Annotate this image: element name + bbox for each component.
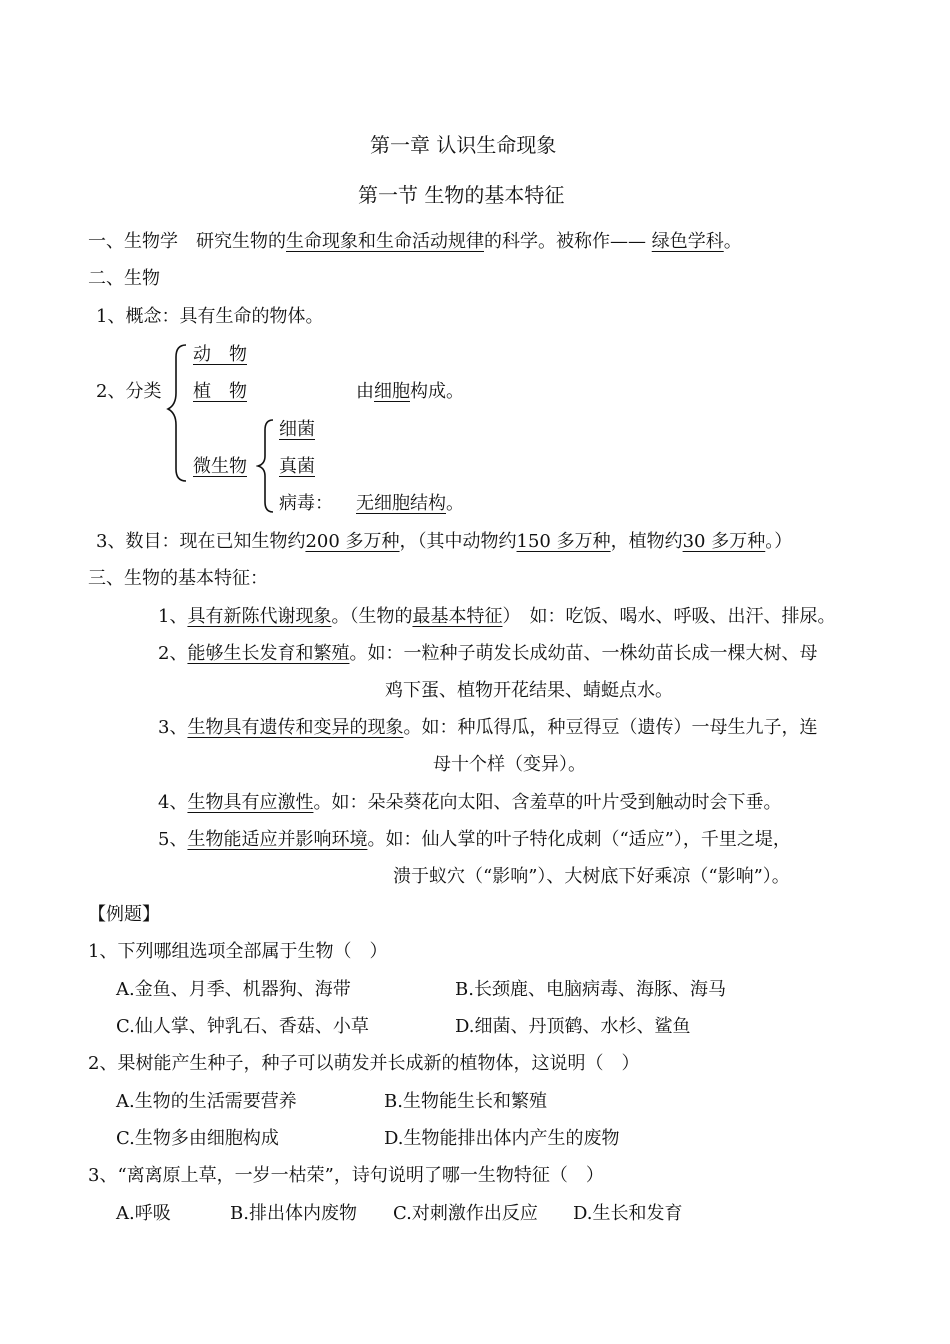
classify-label: 2、分类	[96, 381, 162, 402]
q3-option-a: A.呼吸	[116, 1203, 171, 1224]
feature-4: 4、生物具有应激性。如：朵朵葵花向太阳、含羞草的叶片受到触动时会下垂。	[158, 792, 782, 813]
q3-option-c: C.对刺激作出反应	[393, 1203, 538, 1224]
question-3: 3、“离离原上草，一岁一枯荣”，诗句说明了哪一生物特征（ ）	[88, 1165, 604, 1186]
feature-3-cont: 母十个样（变异）。	[433, 754, 586, 775]
feature-1: 1、具有新陈代谢现象。（生物的最基本特征） 如：吃饭、喝水、呼吸、出汗、排尿。	[158, 606, 836, 627]
q3-option-d: D.生长和发育	[573, 1203, 683, 1224]
part1-end: 。	[723, 231, 742, 252]
count-plant: 30 多万种	[682, 531, 766, 552]
q2-option-c: C.生物多由细胞构成	[116, 1128, 279, 1149]
feature-2: 2、能够生长发育和繁殖。如：一粒种子萌发长成幼苗、一株幼苗长成一棵大树、母	[158, 643, 818, 664]
section-title: 第一节 生物的基本特征	[358, 183, 565, 207]
q1-option-a: A.金鱼、月季、机器狗、海带	[116, 979, 351, 1000]
feature-5: 5、生物能适应并影响环境。如：仙人掌的叶子特化成刺（“适应”），千里之堤，	[158, 829, 791, 850]
part1-key-phrase: 生命现象和生命活动规律	[286, 231, 484, 252]
microbe-virus: 病毒：	[279, 493, 333, 514]
count-total: 200 多万种	[305, 531, 400, 552]
examples-heading: 【例题】	[88, 904, 160, 925]
class-animal: 动 物	[193, 344, 247, 365]
cell-note: 由细胞构成。	[356, 381, 464, 402]
class-plant: 植 物	[193, 381, 247, 402]
part1-prefix: 一、生物学 研究生物的	[88, 231, 286, 252]
q1-option-b: B.长颈鹿、电脑病毒、海豚、海马	[455, 979, 726, 1000]
question-1: 1、下列哪组选项全部属于生物（ ）	[88, 941, 388, 962]
feature-2-cont: 鸡下蛋、植物开花结果、蜻蜓点水。	[385, 680, 673, 701]
count-animal: 150 多万种	[516, 531, 611, 552]
q2-option-d: D.生物能排出体内产生的废物	[384, 1128, 620, 1149]
question-2: 2、果树能产生种子，种子可以萌发并长成新的植物体，这说明（ ）	[88, 1053, 640, 1074]
inner-brace-icon	[256, 418, 276, 514]
q3-option-b: B.排出体内废物	[230, 1203, 357, 1224]
q2-option-b: B.生物能生长和繁殖	[384, 1091, 547, 1112]
part1-line	[88, 230, 742, 254]
microbe-fungi: 真菌	[279, 456, 315, 477]
microbe-bacteria: 细菌	[279, 419, 315, 440]
part1-mid: 的科学。被称作——	[484, 231, 646, 252]
part2-heading: 二、生物	[88, 268, 160, 289]
count-line: 3、数目：现在已知生物约200 多万种，（其中动物约150 多万种，植物约30 多万种。）	[96, 531, 793, 552]
q2-option-a: A.生物的生活需要营养	[116, 1091, 297, 1112]
q1-option-d: D.细菌、丹顶鹤、水杉、鲨鱼	[455, 1016, 691, 1037]
outer-brace-icon	[166, 343, 190, 483]
part3-heading: 三、生物的基本特征：	[88, 568, 268, 589]
class-microbe: 微生物	[193, 456, 247, 477]
concept-line: 1、概念：具有生命的物体。	[96, 306, 324, 327]
q1-option-c: C.仙人掌、钟乳石、香菇、小草	[116, 1016, 369, 1037]
virus-note: 无细胞结构。	[356, 493, 464, 514]
chapter-title: 第一章 认识生命现象	[370, 133, 557, 157]
part1-green-science: 绿色学科	[651, 231, 724, 252]
feature-5-cont: 溃于蚁穴（“影响”）、大树底下好乘凉（“影响”）。	[393, 866, 790, 887]
feature-3: 3、生物具有遗传和变异的现象。如：种瓜得瓜，种豆得豆（遗传）一母生九子，连	[158, 717, 818, 738]
